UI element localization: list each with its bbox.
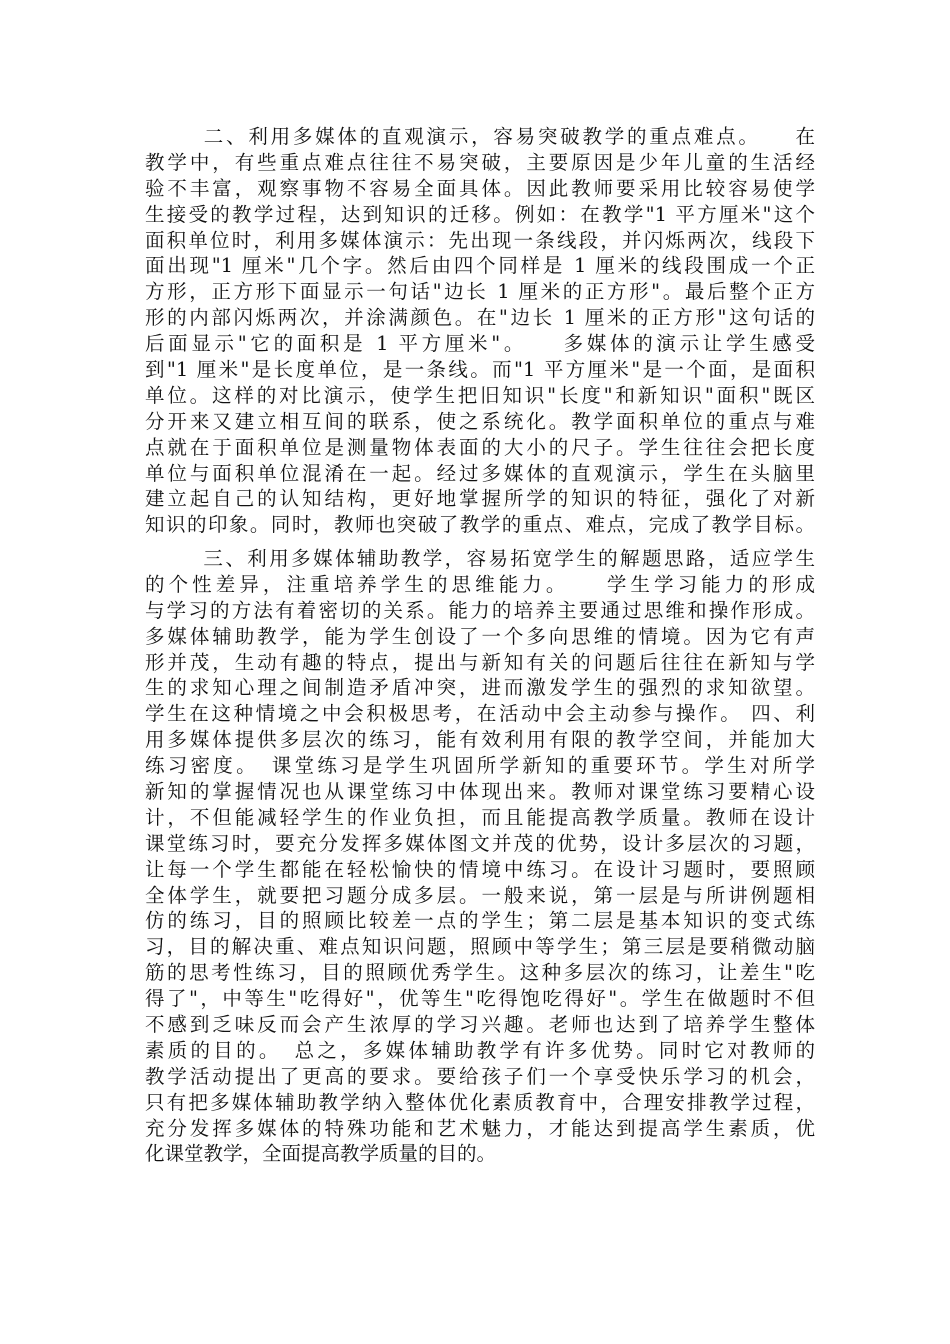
text-line — [145, 1116, 815, 1142]
line-text: 学生在这种情境之中会积极思考，在活动中会主动参与操作。 四、利 — [145, 702, 815, 726]
line-text: 多媒体辅助教学，能为学生创设了一个多向思维的情境。因为它有声 — [145, 624, 815, 648]
line-text: 的个性差异，注重培养学生的思维能力。 学生学习能力的形成 — [145, 572, 815, 596]
text-line — [145, 1038, 815, 1064]
text-line — [145, 805, 815, 831]
text-line — [145, 228, 815, 254]
text-line — [145, 727, 815, 753]
line-text: 知识的印象。同时，教师也突破了教学的重点、难点，完成了教学目标。 — [145, 513, 815, 537]
text-line — [145, 383, 815, 409]
text-line — [145, 753, 815, 779]
line-text: 练习密度。 课堂练习是学生巩固所学新知的重要环节。学生对所学 — [145, 754, 815, 778]
line-text: 点就在于面积单位是测量物体表面的大小的尺子。学生往往会把长度 — [145, 435, 815, 459]
line-text: 新知的掌握情况也从课堂练习中体现出来。教师对课堂练习要精心设 — [145, 780, 815, 804]
line-text: 到"1 厘米"是长度单位，是一条线。而"1 平方厘米"是一个面，是面积 — [145, 358, 815, 382]
text-line — [145, 1064, 815, 1090]
line-text: 仿的练习，目的照顾比较差一点的学生；第二层是基本知识的变式练 — [145, 909, 815, 933]
line-text: 教学中，有些重点难点往往不易突破，主要原因是少年儿童的生活经 — [145, 150, 815, 174]
text-line — [145, 124, 815, 150]
paragraph-multimedia-demonstration — [145, 124, 815, 538]
line-text: 三、利用多媒体辅助教学，容易拓宽学生的解题思路，适应学生 — [201, 547, 815, 570]
text-line — [145, 331, 815, 357]
text-line — [145, 831, 815, 857]
text-line — [145, 357, 815, 383]
line-text: 课堂练习时，要充分发挥多媒体图文并茂的优势，设计多层次的习题， — [145, 831, 815, 855]
text-line — [145, 986, 815, 1012]
text-line — [145, 624, 815, 650]
text-line — [145, 908, 815, 934]
text-line — [145, 701, 815, 727]
line-text: 素质的目的。 总之，多媒体辅助教学有许多优势。同时它对教师的 — [145, 1038, 815, 1062]
line-text: 单位。这样的对比演示，使学生把旧知识"长度"和新知识"面积"既区 — [145, 383, 815, 407]
line-text: 面出现"1 厘米"几个字。然后由四个同样是 1 厘米的线段围成一个正 — [145, 254, 815, 278]
text-line — [145, 779, 815, 805]
text-line — [145, 1012, 815, 1038]
line-text: 后面显示"它的面积是 1 平方厘米"。 多媒体的演示让学生感受 — [145, 332, 815, 356]
text-line — [145, 598, 815, 624]
line-text: 面积单位时，利用多媒体演示：先出现一条线段，并闪烁两次，线段下 — [145, 228, 815, 252]
text-line — [145, 546, 815, 572]
text-line — [145, 883, 815, 909]
line-text: 筋的思考性练习，目的照顾优秀学生。这种多层次的练习，让差生"吃 — [145, 961, 815, 985]
line-text: 建立起自己的认知结构，更好地掌握所学的知识的特征，强化了对新 — [145, 487, 815, 511]
line-text: 形并茂，生动有趣的特点，提出与新知有关的问题后往往在新知与学 — [145, 650, 815, 674]
text-line — [145, 279, 815, 305]
line-text: 计，不但能减轻学生的作业负担，而且能提高教学质量。教师在设计 — [145, 805, 815, 829]
text-line — [145, 176, 815, 202]
line-text: 验不丰富，观察事物不容易全面具体。因此教师要采用比较容易使学 — [145, 176, 815, 200]
line-text: 生的求知心理之间制造矛盾冲突，进而激发学生的强烈的求知欲望。 — [145, 676, 815, 700]
line-text: 形的内部闪烁两次，并涂满颜色。在"边长 1 厘米的正方形"这句话的 — [145, 306, 815, 330]
text-line — [145, 486, 815, 512]
line-text: 用多媒体提供多层次的练习，能有效利用有限的教学空间，并能加大 — [145, 728, 815, 752]
paragraph-multimedia-thinking-and-practice — [145, 546, 815, 1167]
line-text: 生接受的教学过程，达到知识的迁移。例如：在教学"1 平方厘米"这个 — [145, 202, 815, 226]
text-line — [145, 1141, 815, 1167]
line-text: 分开来又建立相互间的联系，使之系统化。教学面积单位的重点与难 — [145, 409, 815, 433]
text-line — [145, 934, 815, 960]
text-line — [145, 150, 815, 176]
text-line — [145, 253, 815, 279]
line-text: 让每一个学生都能在轻松愉快的情境中练习。在设计习题时，要照顾 — [145, 857, 815, 881]
line-text: 充分发挥多媒体的特殊功能和艺术魅力，才能达到提高学生素质，优 — [145, 1116, 815, 1140]
text-line — [145, 435, 815, 461]
text-line — [145, 512, 815, 538]
line-text: 化课堂教学，全面提高教学质量的目的。 — [145, 1142, 497, 1166]
line-text: 与学习的方法有着密切的关系。能力的培养主要通过思维和操作形成。 — [145, 598, 815, 622]
text-line — [145, 409, 815, 435]
text-line — [145, 675, 815, 701]
text-line — [145, 1090, 815, 1116]
line-text: 全体学生，就要把习题分成多层。一般来说，第一层是与所讲例题相 — [145, 883, 815, 907]
line-text: 单位与面积单位混淆在一起。经过多媒体的直观演示，学生在头脑里 — [145, 461, 815, 485]
line-text: 不感到乏味反而会产生浓厚的学习兴趣。老师也达到了培养学生整体 — [145, 1013, 815, 1037]
text-line — [145, 202, 815, 228]
line-text: 方形，正方形下面显示一句话"边长 1 厘米的正方形"。最后整个正方 — [145, 280, 815, 304]
text-line — [145, 572, 815, 598]
line-text: 教学活动提出了更高的要求。要给孩子们一个享受快乐学习的机会， — [145, 1064, 815, 1088]
line-text: 只有把多媒体辅助教学纳入整体优化素质教育中，合理安排教学过程， — [145, 1090, 815, 1114]
text-line — [145, 960, 815, 986]
line-text: 得了"，中等生"吃得好"，优等生"吃得饱吃得好"。学生在做题时不但 — [145, 987, 815, 1011]
text-line — [145, 461, 815, 487]
text-line — [145, 305, 815, 331]
line-text: 二、利用多媒体的直观演示，容易突破教学的重点难点。 在 — [201, 125, 815, 148]
line-text: 习，目的解决重、难点知识问题，照顾中等学生；第三层是要稍微动脑 — [145, 935, 815, 959]
text-line — [145, 857, 815, 883]
text-line — [145, 650, 815, 676]
